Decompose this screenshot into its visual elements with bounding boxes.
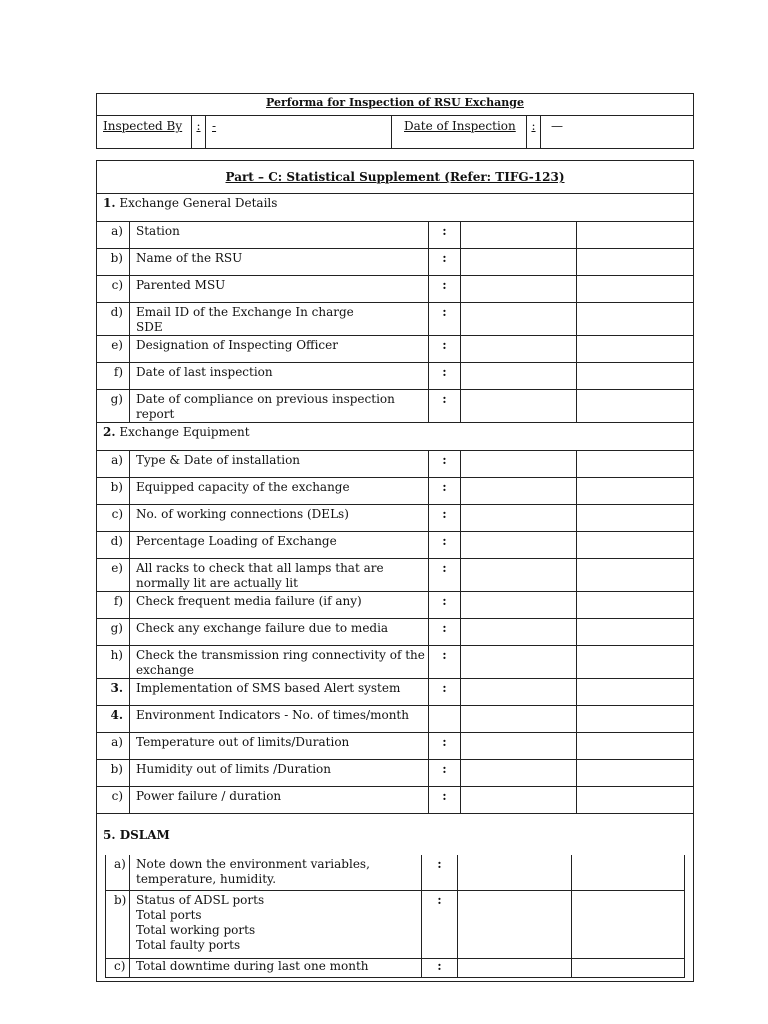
row-text: Check frequent media failure (if any) <box>130 592 429 619</box>
value-cell[interactable] <box>577 646 694 679</box>
table-row <box>97 619 694 646</box>
row-label: d) <box>97 303 130 336</box>
dslam-table <box>105 855 685 978</box>
row-text: Check the transmission ring connectivity of the exchange <box>130 646 429 679</box>
value-cell[interactable] <box>577 619 694 646</box>
section-2-heading: 2. Exchange Equipment <box>97 423 694 451</box>
row-label: c) <box>106 959 130 978</box>
value-cell[interactable] <box>577 451 694 478</box>
row-colon: : <box>429 451 461 478</box>
table-row <box>97 390 694 423</box>
row-label: b) <box>106 891 130 959</box>
value-cell[interactable] <box>461 451 577 478</box>
value-cell[interactable] <box>458 855 572 891</box>
table-row <box>97 760 694 787</box>
row-text: Note down the environment variables, temperature, humidity. <box>130 855 422 891</box>
value-cell[interactable] <box>577 706 694 733</box>
table-row <box>106 959 685 978</box>
table-row <box>97 222 694 249</box>
section-5-heading: 5. DSLAM <box>97 814 694 856</box>
value-cell[interactable] <box>461 303 577 336</box>
inspected-by-colon: : <box>192 116 206 149</box>
value-cell[interactable] <box>461 787 577 814</box>
row-colon: : <box>429 760 461 787</box>
value-cell[interactable] <box>577 390 694 423</box>
row-colon: : <box>429 249 461 276</box>
row-label: b) <box>97 760 130 787</box>
table-row <box>97 787 694 814</box>
value-cell[interactable] <box>577 532 694 559</box>
part-c-table <box>96 160 694 982</box>
table-row <box>97 679 694 706</box>
row-label: g) <box>97 390 130 423</box>
row-label: e) <box>97 559 130 592</box>
row-colon: : <box>422 891 458 959</box>
row-text: Date of compliance on previous inspection report <box>130 390 429 423</box>
value-cell[interactable] <box>461 760 577 787</box>
value-cell[interactable] <box>461 249 577 276</box>
value-cell[interactable] <box>461 478 577 505</box>
row-label: a) <box>97 733 130 760</box>
row-label: a) <box>97 222 130 249</box>
table-row <box>97 505 694 532</box>
value-cell[interactable] <box>461 276 577 303</box>
value-cell[interactable] <box>572 959 685 978</box>
row-text: No. of working connections (DELs) <box>130 505 429 532</box>
row-colon: : <box>429 787 461 814</box>
row-label: a) <box>97 451 130 478</box>
row-text: Type & Date of installation <box>130 451 429 478</box>
row-colon: : <box>429 363 461 390</box>
row-text: Implementation of SMS based Alert system <box>130 679 429 706</box>
row-text: Temperature out of limits/Duration <box>130 733 429 760</box>
row-text: Designation of Inspecting Officer <box>130 336 429 363</box>
row-label: d) <box>97 532 130 559</box>
row-label: c) <box>97 505 130 532</box>
row-label: f) <box>97 363 130 390</box>
table-row <box>106 855 685 891</box>
table-row <box>97 451 694 478</box>
row-text: Check any exchange failure due to media <box>130 619 429 646</box>
row-colon: : <box>429 532 461 559</box>
value-cell[interactable] <box>461 532 577 559</box>
table-row <box>97 276 694 303</box>
row-colon: : <box>429 336 461 363</box>
value-cell[interactable] <box>577 276 694 303</box>
value-cell[interactable] <box>461 706 577 733</box>
row-text: Environment Indicators - No. of times/month <box>130 706 429 733</box>
row-colon: : <box>429 619 461 646</box>
table-row <box>97 363 694 390</box>
value-cell[interactable] <box>461 505 577 532</box>
date-of-inspection-label: Date of Inspection <box>392 116 527 149</box>
form-title: Performa for Inspection of RSU Exchange <box>97 94 694 116</box>
value-cell[interactable] <box>461 592 577 619</box>
row-colon: : <box>429 276 461 303</box>
value-cell[interactable] <box>577 592 694 619</box>
row-colon: : <box>429 303 461 336</box>
row-colon: : <box>429 559 461 592</box>
table-row <box>97 336 694 363</box>
section-4-number: 4. <box>97 706 130 733</box>
value-cell[interactable] <box>577 760 694 787</box>
table-row <box>97 733 694 760</box>
row-colon: : <box>429 592 461 619</box>
table-row <box>97 249 694 276</box>
row-label: f) <box>97 592 130 619</box>
part-c-title: Part – C: Statistical Supplement (Refer: TIFG-123) <box>97 161 694 194</box>
row-text: All racks to check that all lamps that are normally lit are actually lit <box>130 559 429 592</box>
value-cell[interactable] <box>461 336 577 363</box>
row-text: Parented MSU <box>130 276 429 303</box>
value-cell[interactable] <box>461 222 577 249</box>
row-colon: : <box>422 959 458 978</box>
row-colon: : <box>429 390 461 423</box>
table-row <box>97 303 694 336</box>
row-text: Equipped capacity of the exchange <box>130 478 429 505</box>
row-label: a) <box>106 855 130 891</box>
table-row <box>106 891 685 959</box>
value-cell[interactable] <box>577 222 694 249</box>
section-3-number: 3. <box>97 679 130 706</box>
value-cell[interactable] <box>461 390 577 423</box>
value-cell[interactable] <box>577 679 694 706</box>
value-cell[interactable] <box>577 249 694 276</box>
row-colon: : <box>429 733 461 760</box>
row-label: g) <box>97 619 130 646</box>
row-colon: : <box>429 505 461 532</box>
value-cell[interactable] <box>461 646 577 679</box>
date-of-inspection-field[interactable]: — <box>541 116 694 149</box>
row-text: Power failure / duration <box>130 787 429 814</box>
row-label: c) <box>97 276 130 303</box>
row-colon: : <box>422 855 458 891</box>
row-label: h) <box>97 646 130 679</box>
row-colon <box>429 706 461 733</box>
row-colon: : <box>429 646 461 679</box>
value-cell[interactable] <box>577 505 694 532</box>
table-row <box>97 559 694 592</box>
value-cell[interactable] <box>577 478 694 505</box>
table-row <box>97 646 694 679</box>
inspected-by-field[interactable]: - <box>206 116 392 149</box>
table-row <box>97 532 694 559</box>
table-row <box>97 592 694 619</box>
row-colon: : <box>429 679 461 706</box>
value-cell[interactable] <box>461 619 577 646</box>
row-text: Status of ADSL ports Total ports Total working ports Total faulty ports <box>130 891 422 959</box>
row-colon: : <box>429 222 461 249</box>
value-cell[interactable] <box>577 733 694 760</box>
table-row <box>97 478 694 505</box>
inspected-by-label: Inspected By <box>97 116 192 149</box>
row-label: e) <box>97 336 130 363</box>
value-cell[interactable] <box>461 679 577 706</box>
row-text: Station <box>130 222 429 249</box>
section-1-heading: 1. Exchange General Details <box>97 194 694 222</box>
row-colon: : <box>429 478 461 505</box>
value-cell[interactable] <box>461 733 577 760</box>
value-cell[interactable] <box>572 891 685 959</box>
value-cell[interactable] <box>461 559 577 592</box>
value-cell[interactable] <box>577 363 694 390</box>
row-text: Humidity out of limits /Duration <box>130 760 429 787</box>
value-cell[interactable] <box>577 336 694 363</box>
row-text: Total downtime during last one month <box>130 959 422 978</box>
value-cell[interactable] <box>577 559 694 592</box>
row-text: Percentage Loading of Exchange <box>130 532 429 559</box>
row-label: c) <box>97 787 130 814</box>
value-cell[interactable] <box>577 787 694 814</box>
value-cell[interactable] <box>572 855 685 891</box>
value-cell[interactable] <box>461 363 577 390</box>
table-row <box>97 706 694 733</box>
row-label: b) <box>97 249 130 276</box>
row-text: Email ID of the Exchange In charge SDE <box>130 303 429 336</box>
value-cell[interactable] <box>458 891 572 959</box>
row-label: b) <box>97 478 130 505</box>
dslam-container <box>97 855 694 982</box>
row-text: Date of last inspection <box>130 363 429 390</box>
row-text: Name of the RSU <box>130 249 429 276</box>
date-of-inspection-colon: : <box>527 116 541 149</box>
value-cell[interactable] <box>577 303 694 336</box>
value-cell[interactable] <box>458 959 572 978</box>
inspection-header-table <box>96 93 694 149</box>
